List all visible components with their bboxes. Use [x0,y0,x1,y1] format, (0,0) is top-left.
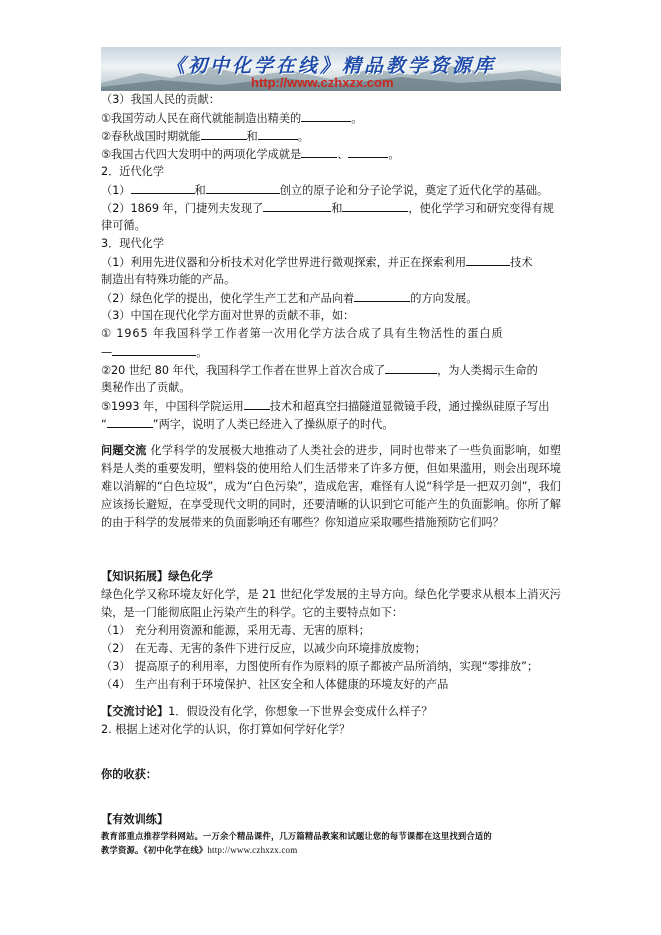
text: ①我国劳动人民在商代就能制造出精美的 [101,112,302,125]
quote-open: “ [101,418,107,431]
section2-line3: 律可循。 [101,219,146,232]
text: 和 [246,130,258,143]
header-banner [101,47,561,91]
answer-blank[interactable] [244,397,270,410]
text: （1） [101,184,131,197]
training-heading: 【有效训练】 [101,813,169,826]
spacer [101,433,561,442]
section3-p4-line2: — 。 [101,343,561,361]
gains-heading: 你的收获： [101,768,157,781]
banner-url[interactable]: http://www.czhxzx.com [251,75,394,90]
discussion-q1 [101,703,561,721]
spacer [101,532,561,568]
section1-line1: ①我国劳动人民在商代就能制造出精美的 。 [101,109,561,127]
answer-blank[interactable] [107,415,153,428]
question-paragraph [101,442,561,532]
text: ②20 世纪 80 年代，我国科学工作者在世界上首次合成了 [101,364,386,377]
text: 的方向发展。 [410,292,478,305]
section3-p4-line1: ① 1965 年我国科学工作者第一次用化学方法合成了具有生物活性的蛋白质 [101,327,504,340]
section2-line1 [101,181,561,199]
text: （1）利用先进仪器和分析技术对化学世界进行微观探索，并正在探索利用 [101,256,467,269]
item-number: （4） [101,678,131,691]
answer-blank[interactable] [301,145,337,158]
section3-p1-line2: 制造出有特殊功能的产品。 [101,273,236,286]
text: ②春秋战国时期就能 [101,130,201,143]
item-text: 充分利用资源和能源，采用无毒、无害的原料； [135,624,370,637]
item-text: 在无毒、无害的条件下进行反应，以减少向环境排放废物； [135,642,426,655]
question-text: 化学科学的发展极大地推动了人类社会的进步，同时也带来了一些负面影响，如塑料是人类的重要发明，塑料袋的使用给人们生活带来了许多方便，但如果滥用，则会出现环境难以消解的“白色垃圾”，成为“白色污染”，造成危害，难怪有人说“科学是一把双刃剑”，我们应该扬长避短，在享受现代文明的同时，还要清晰的认识到它可能产生的负面影响。你所了解的由于科学的发展带来的负面影响还有哪些？你知道应采取哪些措施预防它们吗？ [101,444,561,529]
spacer [101,739,561,766]
answer-blank[interactable] [354,289,410,302]
footer-line1: 教育部重点推荐学科网站。一万余个精品课件，几万篇精品教案和试题让您的每节课都在这里找到合适的 [101,831,492,841]
footer-url[interactable]: http://www.czhxzx.com [207,845,298,855]
discussion-question-2: 2. 根据上述对化学的认识，你打算如何学好化学？ [101,723,351,736]
answer-blank[interactable] [131,181,195,194]
text: ，使化学学习和研究变得有规 [408,202,554,215]
section2-heading: 2．近代化学 [101,165,165,178]
text: 和 [194,184,206,197]
knowledge-label: 【知识拓展】 [101,570,169,583]
section3-heading: 3．现代化学 [101,237,165,250]
list-item [101,640,561,658]
spacer [101,694,561,703]
section3-p2 [101,289,561,307]
section3-p6-line2 [101,415,561,433]
answer-blank[interactable] [206,181,280,194]
item-number: （2） [101,642,131,655]
text: ”两字，说明了人类已经进入了操纵原子的时代。 [152,418,394,431]
spacer [101,784,561,811]
text: ，为人类揭示生命的 [437,364,538,377]
dash: — [101,346,113,359]
list-item [101,622,561,640]
question-label: 问题交流 [101,444,147,457]
knowledge-topic: 绿色化学 [168,570,213,583]
item-text: 提高原子的利用率，力图使所有作为原料的原子都被产品所消纳，实现“零排放”； [135,660,539,673]
item-number: （3） [101,660,131,673]
text: ⑤1993 年，中国科学院运用 [101,400,244,413]
list-item [101,676,561,694]
list-item [101,658,561,676]
section2-line2 [101,199,561,217]
answer-blank[interactable] [201,127,247,140]
text: （2）1869 年，门捷列夫发现了 [101,202,264,215]
banner-title: 《初中化学在线》精品教学资源库 [165,55,496,77]
discussion-question-1: 1．假设没有化学，你想象一下世界会变成什么样子？ [168,705,433,718]
answer-blank[interactable] [112,343,196,356]
footer-note [101,829,561,857]
answer-blank[interactable] [301,109,351,122]
section1-heading: （3）我国人民的贡献： [101,93,220,106]
answer-blank[interactable] [466,253,510,266]
footer-text: 教学资源。《初中化学在线》 [101,845,208,855]
answer-blank[interactable] [342,199,408,212]
answer-blank[interactable] [385,361,437,374]
text: 创立的原子论和分子论学说，奠定了近代化学的基础。 [279,184,549,197]
item-number: （1） [101,624,131,637]
knowledge-intro: 绿色化学又称环境友好化学，是 21 世纪化学发展的主导方向。绿色化学要求从根本上消灭污染，是一门能彻底阻止污染产生的科学。它的主要特点如下： [101,588,561,619]
text: （2）绿色化学的提出，使化学生产工艺和产品向着 [101,292,355,305]
text: 技术和超真空扫描隧道显微镜手段，通过操纵硅原子写出 [269,400,550,413]
separator: 、 [337,148,349,161]
section3-p3: （3）中国在现代化学方面对世界的贡献不菲，如： [101,309,355,322]
text: 和 [331,202,343,215]
discussion-label: 【交流讨论】 [101,705,169,718]
footer-line2 [101,843,561,857]
text: ⑤我国古代四大发明中的两项化学成就是 [101,148,302,161]
text: 技术 [510,256,533,269]
section1-line3: ⑤我国古代四大发明中的两项化学成就是 、 。 [101,145,561,163]
section3-p5-line1 [101,361,561,379]
section1-line2: ②春秋战国时期就能 和 。 [101,127,561,145]
section3-p1-line1 [101,253,561,271]
document-body [101,91,561,857]
section3-p5-line2: 奥秘作出了贡献。 [101,381,191,394]
answer-blank[interactable] [258,127,298,140]
answer-blank[interactable] [348,145,388,158]
section3-p6-line1 [101,397,561,415]
answer-blank[interactable] [263,199,331,212]
knowledge-heading [101,568,561,586]
item-text: 生产出有利于环境保护、社区安全和人体健康的环境友好的产品 [135,678,449,691]
